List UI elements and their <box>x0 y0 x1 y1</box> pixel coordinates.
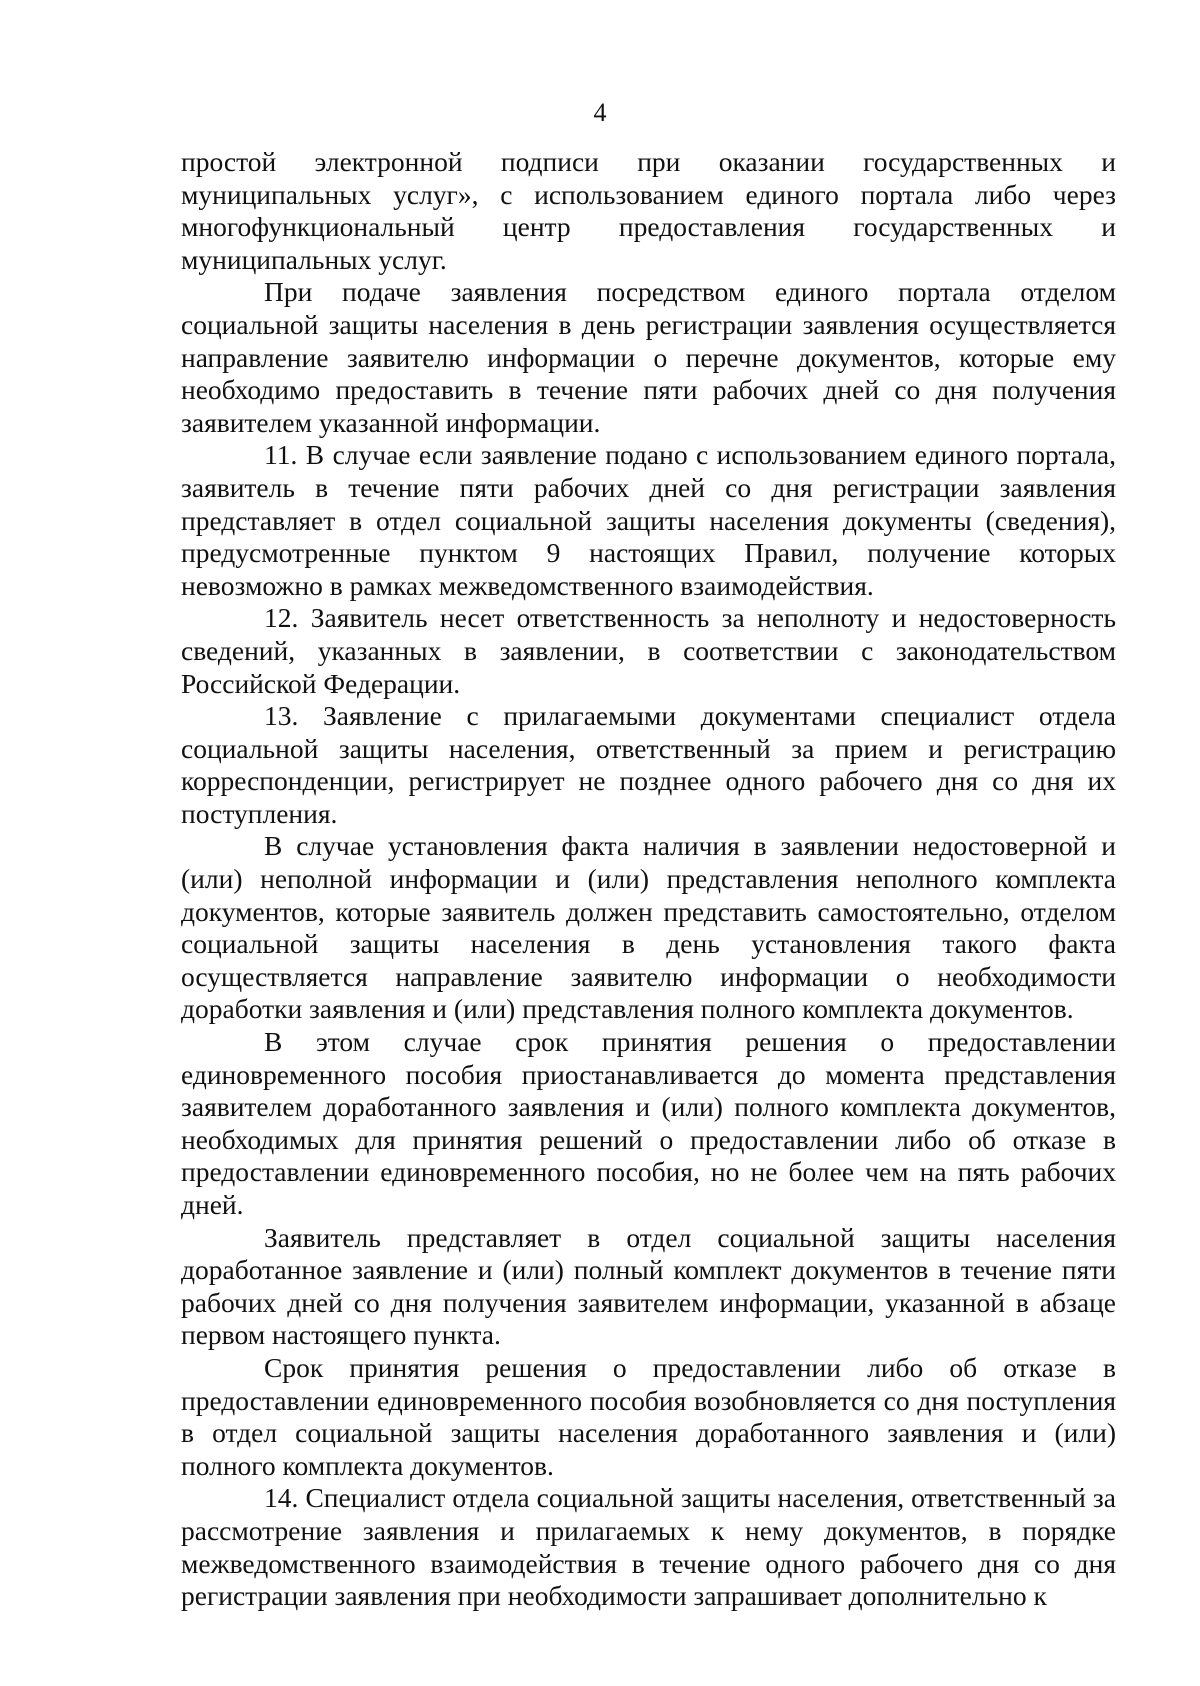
paragraph-item-13: 13. Заявление с прилагаемыми документами специалист отдела социальной защиты населения, ответственный за прием и регистрацию корреспонденции, регистрирует не позднее одного рабочего дня со дня их поступления. <box>181 700 1116 829</box>
paragraph-resubmission: Заявитель представляет в отдел социальной защиты населения доработанное заявление и (или) полный комплект документов в течение пяти рабочих дней со дня получения заявителем информации, указанной в абзаце первом настоящего пункта. <box>181 1221 1116 1351</box>
text-line: муниципальных услуг», с использованием единого портала либо через <box>181 178 1116 210</box>
paragraph-portal-submission: При подаче заявления посредством единого портала отделом социальной защиты населения в день регистрации заявления осуществляется направление заявителю информации о перечне документов, которые ему необходимо предоставить в течение пяти рабочих дней со дня получения заявителем указанной информации. <box>181 276 1116 438</box>
paragraph-inaccurate-info: В случае установления факта наличия в заявлении недостоверной и (или) неполной информации и (или) представления неполного комплекта документов, которые заявитель должен представить самостоятельно, отделом социальной защиты населения в день установления такого факта осуществляется направление заявителю информации о необходимости доработки заявления и (или) представления полного комплекта документов. <box>181 830 1116 1025</box>
text-line: многофункциональный центр предоставления государственных и <box>181 211 1116 243</box>
paragraph-item-11: 11. В случае если заявление подано с использованием единого портала, заявитель в течение пяти рабочих дней со дня регистрации заявления представляет в отдел социальной защиты населения документы (сведения), предусмотренные пунктом 9 настоящих Правил, получение которых невозможно в рамках межведомственного взаимодействия. <box>181 439 1116 601</box>
paragraph-resumption: Срок принятия решения о предоставлении либо об отказе в предоставлении единовременного пособия возобновляется со дня поступления в отдел социальной защиты населения доработанного заявления и (или) полного комплекта документов. <box>181 1351 1116 1481</box>
paragraph-item-12: 12. Заявитель несет ответственность за неполноту и недостоверность сведений, указанных в заявлении, в соответствии с законодательством Российской Федерации. <box>181 602 1116 699</box>
text-line: муниципальных услуг. <box>181 243 447 275</box>
text-line: простой электронной подписи при оказании государственных и <box>181 146 1116 177</box>
paragraph-suspension: В этом случае срок принятия решения о предоставлении единовременного пособия приостанавливается до момента представления заявителем доработанного заявления и (или) полного комплекта документов, необходимых для принятия решений о предоставлении либо об отказе в предоставлении единовременного пособия, но не более чем на пять рабочих дней. <box>181 1026 1116 1220</box>
paragraph-item-14: 14. Специалист отдела социальной защиты населения, ответственный за рассмотрение заявления и прилагаемых к нему документов, в порядке межведомственного взаимодействия в течение одного рабочего дня со дня регистрации заявления при необходимости запрашивает дополнительно к <box>181 1482 1116 1612</box>
document-body <box>181 146 1116 1613</box>
page-number: 4 <box>593 98 607 127</box>
continuation-paragraph <box>181 146 1116 276</box>
